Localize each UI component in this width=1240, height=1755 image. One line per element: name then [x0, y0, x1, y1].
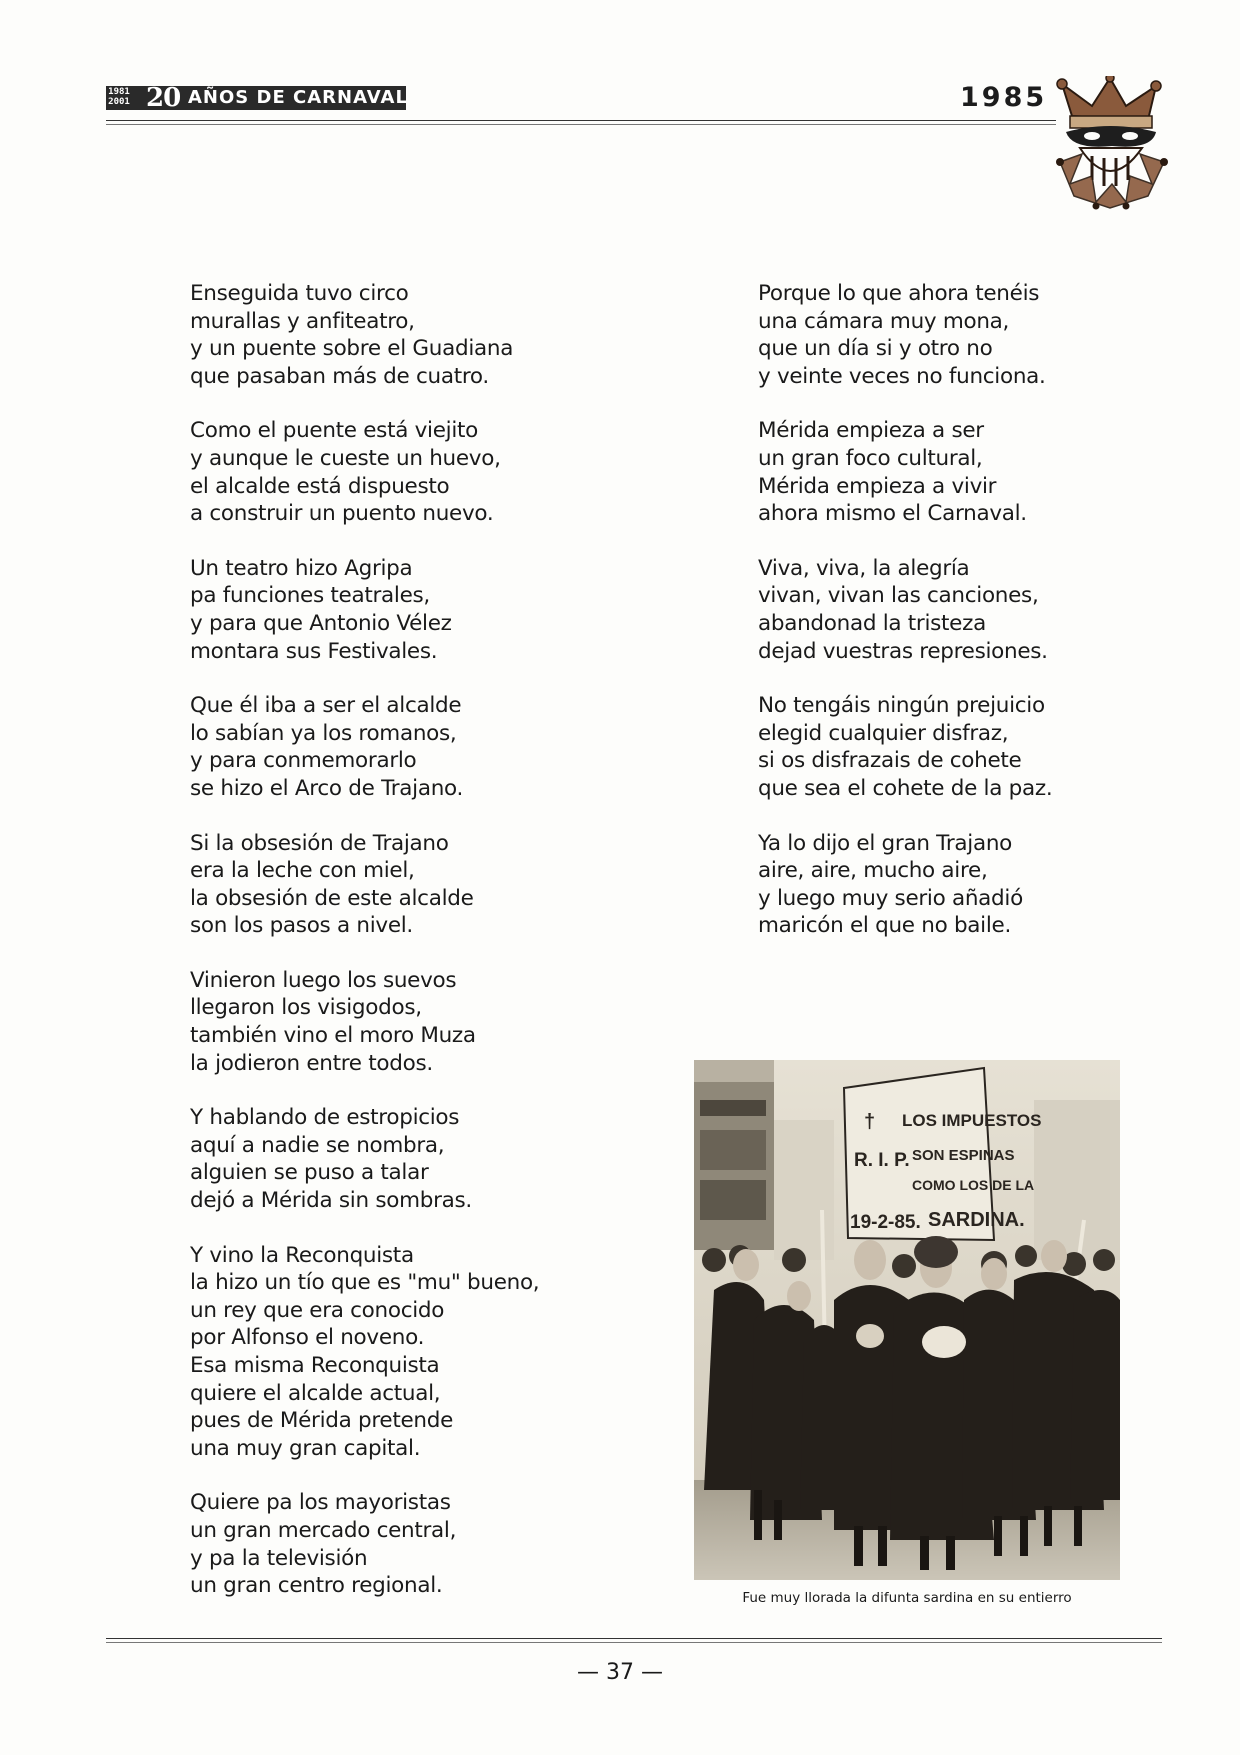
left-stanza — [190, 1104, 640, 1214]
poem-line: un rey que era conocido — [190, 1297, 445, 1323]
jester-mask-logo-icon — [1052, 76, 1170, 216]
poem-line: por Alfonso el noveno. — [190, 1325, 425, 1351]
left-stanza — [190, 1489, 640, 1599]
poem-line: Y vino la Reconquista — [190, 1242, 414, 1268]
poem-line: Esa misma Reconquista — [190, 1353, 440, 1378]
poem-line: Viva, viva, la alegría — [758, 555, 970, 581]
poem-line: que pasaban más de cuatro. — [190, 363, 489, 389]
left-stanza — [190, 280, 640, 390]
left-stanza — [190, 555, 640, 665]
poem-line: la jodieron entre todos. — [190, 1050, 433, 1076]
poem-line: Enseguida tuvo circo — [190, 281, 409, 306]
poem-line: y pa la televisión — [190, 1545, 368, 1571]
header-year: 1985 — [960, 82, 1048, 113]
poem-line: llegaron los visigodos, — [190, 995, 422, 1021]
poem-line: y para conmemorarlo — [190, 748, 417, 774]
poem-line: dejad vuestras represiones. — [758, 638, 1048, 664]
banner-line-1: LOS IMPUESTOS — [902, 1111, 1042, 1130]
poem-line: vivan, vivan las canciones, — [758, 583, 1039, 609]
poem-line: un gran mercado central, — [190, 1517, 457, 1543]
banner-date: 19-2-85. — [850, 1212, 921, 1233]
poem-line: y aunque le cueste un huevo, — [190, 445, 501, 471]
poem-line: a construir un puento nuevo. — [190, 501, 494, 527]
right-stanza — [758, 692, 1158, 802]
poem-line: aire, aire, mucho aire, — [758, 858, 988, 884]
poem-line: era la leche con miel, — [190, 858, 415, 884]
banner-cross: † — [864, 1111, 876, 1133]
poem-line: se hizo el Arco de Trajano. — [190, 775, 464, 801]
poem-line: alguien se puso a talar — [190, 1160, 429, 1186]
poem-line: que un día si y otro no — [758, 336, 993, 362]
poem-line: si os disfrazais de cohete — [758, 748, 1022, 774]
header-number: 20 — [146, 83, 181, 113]
poem-left-column — [190, 280, 640, 1627]
poem-line: ahora mismo el Carnaval. — [758, 501, 1027, 527]
left-stanza — [190, 1242, 640, 1463]
header-rule-thin — [106, 124, 1056, 125]
page-number: — 37 — — [577, 1660, 663, 1685]
banner-line-2: SON ESPINAS — [912, 1147, 1015, 1164]
poem-line: el alcalde está dispuesto — [190, 473, 450, 499]
left-stanza — [190, 692, 640, 802]
poem-line: que sea el cohete de la paz. — [758, 775, 1053, 801]
header-badge — [106, 83, 408, 113]
poem-line: Si la obsesión de Trajano — [190, 830, 449, 856]
left-stanza — [190, 967, 640, 1077]
poem-line: Vinieron luego los suevos — [190, 967, 457, 993]
poem-line: Mérida empieza a vivir — [758, 473, 997, 499]
header-title: AÑOS DE CARNAVAL — [188, 87, 408, 108]
poem-line: pues de Mérida pretende — [190, 1408, 453, 1434]
poem-line: maricón el que no baile. — [758, 913, 1011, 939]
right-stanza — [758, 555, 1158, 665]
poem-line: un gran centro regional. — [190, 1573, 443, 1599]
header-rule — [106, 120, 1056, 121]
poem-line: murallas y anfiteatro, — [190, 308, 415, 334]
left-stanza — [190, 830, 640, 940]
poem-line: Quiere pa los mayoristas — [190, 1490, 451, 1516]
right-stanza — [758, 417, 1158, 527]
poem-line: un gran foco cultural, — [758, 445, 983, 471]
poem-line: la obsesión de este alcalde — [190, 885, 474, 911]
poem-line: elegid cualquier disfraz, — [758, 720, 1009, 746]
banner-line-3: COMO LOS DE LA — [912, 1177, 1035, 1193]
poem-line: Mérida empieza a ser — [758, 418, 984, 444]
poem-line: pa funciones teatrales, — [190, 583, 430, 609]
poem-right-column — [758, 280, 1158, 967]
header-years: 1981 2001 — [108, 87, 130, 107]
poem-line: y luego muy serio añadió — [758, 885, 1023, 911]
left-stanza — [190, 417, 640, 527]
poem-line: No tengáis ningún prejuicio — [758, 693, 1045, 719]
carnival-photo — [694, 1060, 1120, 1580]
poem-line: Porque lo que ahora tenéis — [758, 281, 1040, 306]
poem-line: una muy gran capital. — [190, 1435, 421, 1461]
poem-line: lo sabían ya los romanos, — [190, 720, 457, 746]
poem-line: abandonad la tristeza — [758, 610, 986, 636]
poem-line: la hizo un tío que es "mu" bueno, — [190, 1270, 540, 1296]
poem-line: Y hablando de estropicios — [190, 1105, 460, 1131]
poem-line: aquí a nadie se nombra, — [190, 1132, 445, 1158]
poem-line: y un puente sobre el Guadiana — [190, 336, 514, 362]
banner-line-4: SARDINA. — [928, 1209, 1025, 1231]
photo-caption: Fue muy llorada la difunta sardina en su entierro — [742, 1590, 1072, 1606]
poem-line: también vino el moro Muza — [190, 1023, 476, 1049]
poem-line: y veinte veces no funciona. — [758, 363, 1046, 389]
poem-line: y para que Antonio Vélez — [190, 610, 452, 636]
poem-line: una cámara muy mona, — [758, 308, 1010, 334]
poem-line: Que él iba a ser el alcalde — [190, 693, 462, 719]
poem-line: Ya lo dijo el gran Trajano — [758, 830, 1013, 856]
poem-line: montara sus Festivales. — [190, 638, 438, 664]
poem-line: dejó a Mérida sin sombras. — [190, 1188, 472, 1214]
poem-line: Un teatro hizo Agripa — [190, 555, 413, 581]
poem-line: son los pasos a nivel. — [190, 913, 413, 939]
poem-line: Como el puente está viejito — [190, 418, 478, 444]
right-stanza — [758, 280, 1158, 390]
footer-rule — [106, 1638, 1162, 1639]
poem-line: quiere el alcalde actual, — [190, 1380, 441, 1406]
right-stanza — [758, 830, 1158, 940]
sardine-burial-photo — [694, 1060, 1120, 1580]
footer-rule-thin — [106, 1642, 1162, 1643]
banner-rip: R. I. P. — [854, 1150, 910, 1171]
